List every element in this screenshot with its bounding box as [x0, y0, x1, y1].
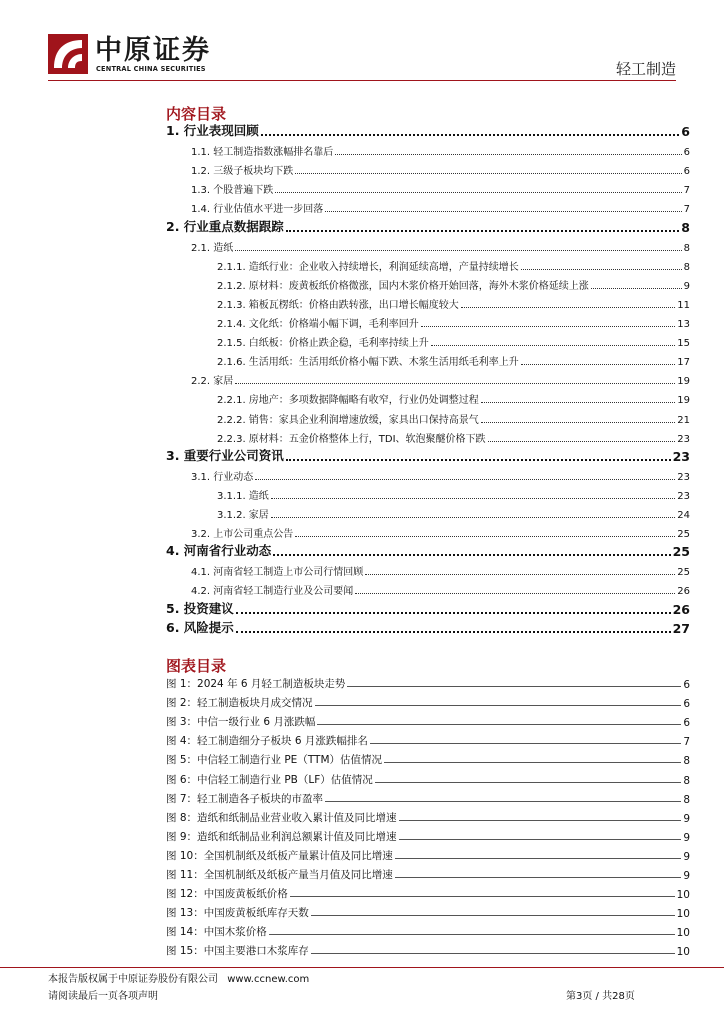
toc-leader-dots	[335, 146, 681, 155]
figure-entry[interactable]	[166, 692, 690, 710]
figure-leader-line	[384, 756, 681, 763]
figure-entry[interactable]	[166, 673, 690, 691]
toc-entry-label: 4.1. 河南省轻工制造上市公司行情回顾	[191, 567, 364, 579]
toc-entry-page: 23	[677, 490, 690, 502]
toc-entry[interactable]	[191, 560, 690, 578]
sector-label: 轻工制造	[615, 60, 676, 78]
toc-entry[interactable]	[191, 522, 690, 540]
toc-entry-page: 7	[683, 185, 690, 197]
toc-entry-page: 8	[683, 242, 690, 254]
figure-entry-page: 9	[683, 850, 690, 863]
figure-entry-page: 10	[676, 908, 690, 921]
figure-leader-line	[311, 947, 675, 954]
toc-leader-dots	[286, 222, 679, 232]
logo-english-name: CENTRAL CHINA SECURITIES	[96, 65, 206, 73]
figure-entry-page: 10	[676, 946, 690, 959]
figure-entry[interactable]	[166, 826, 690, 844]
figure-entry[interactable]	[166, 921, 690, 939]
footer-divider	[0, 967, 724, 968]
toc-leader-dots	[421, 318, 675, 327]
figure-entry-label: 图 1：2024 年 6 月轻工制造板块走势	[166, 678, 346, 690]
toc-entry-label: 2.1.1. 造纸行业：企业收入持续增长，利润延续高增，产量持续增长	[217, 261, 519, 273]
toc-entry-page: 7	[683, 204, 690, 216]
figure-entry-label: 图 14：中国木浆价格	[166, 926, 267, 939]
toc-entry-label: 3. 重要行业公司资讯	[166, 447, 284, 463]
figures-title: 图表目录	[166, 657, 227, 675]
toc-entry[interactable]	[217, 293, 690, 311]
footer-copyright: 本报告版权属于中原证券股份有限公司	[48, 974, 218, 985]
toc-entry[interactable]	[191, 140, 690, 158]
figure-leader-line	[375, 776, 682, 783]
toc-entry[interactable]	[166, 446, 690, 464]
toc-entry-label: 3.1.2. 家居	[217, 510, 269, 521]
toc-leader-dots	[235, 242, 681, 251]
toc-entry-label: 1. 行业表现回顾	[166, 123, 259, 138]
toc-entry-label: 2.1.3. 箱板瓦楞纸：价格由跌转涨，出口增长幅度较大	[217, 299, 459, 311]
figure-leader-line	[399, 833, 682, 840]
figure-leader-line	[395, 852, 682, 859]
toc-entry-label: 2.1.5. 白纸板：价格止跌企稳，毛利率持续上升	[217, 338, 429, 350]
toc-entry-page: 19	[677, 395, 690, 407]
figure-entry-label: 图 7：轻工制造各子板块的市盈率	[166, 792, 324, 805]
toc-entry-page: 6	[683, 147, 690, 159]
toc-entry[interactable]	[217, 331, 690, 349]
figure-leader-line	[317, 718, 681, 725]
toc-entry[interactable]	[217, 503, 690, 521]
toc-entry[interactable]	[217, 388, 690, 406]
toc-entry-label: 4.2. 河南省轻工制造行业及公司要闻	[191, 586, 354, 598]
footer-page-info: 第3页 / 共28页	[566, 991, 635, 1002]
toc-leader-dots	[273, 546, 670, 556]
figure-entry-label: 图 10：全国机制纸及纸板产量累计值及同比增速	[166, 849, 393, 862]
toc-entry-page: 17	[677, 357, 690, 369]
toc-entry-label: 2.2.1. 房地产：多项数据降幅略有收窄，行业仍处调整过程	[217, 395, 479, 407]
figure-entry-label: 图 6：中信轻工制造行业 PB（LF）估值情况	[166, 773, 373, 786]
toc-entry-label: 6. 风险提示	[166, 619, 234, 635]
footer-copyright-line	[48, 970, 309, 985]
toc-leader-dots	[295, 528, 675, 537]
toc-entry[interactable]	[217, 274, 690, 292]
figure-entry-label: 图 13：中国废黄板纸库存天数	[166, 907, 309, 920]
toc-entry[interactable]	[217, 255, 690, 273]
toc-entry-page: 9	[683, 280, 690, 292]
logo-mark-icon	[48, 34, 88, 74]
figure-entry-label: 图 4：轻工制造细分子板块 6 月涨跌幅排名	[166, 735, 368, 748]
figure-entry[interactable]	[166, 711, 690, 729]
toc-entry-label: 2.1.4. 文化纸：价格端小幅下调，毛利率回升	[217, 319, 419, 330]
toc-entry[interactable]	[217, 484, 690, 502]
figure-entry-page: 8	[683, 793, 690, 806]
toc-entry-label: 2.1. 造纸	[191, 242, 234, 254]
toc-entry[interactable]	[217, 408, 690, 426]
toc-entry-label: 2.2. 家居	[191, 376, 234, 388]
toc-entry-page: 23	[672, 448, 690, 464]
figure-leader-line	[315, 699, 682, 706]
figure-leader-line	[290, 890, 675, 897]
page-header	[0, 0, 724, 82]
toc-entry-page: 11	[677, 299, 690, 311]
figure-leader-line	[370, 737, 681, 744]
figure-entry-page: 10	[676, 927, 690, 940]
toc-entry[interactable]	[166, 121, 690, 139]
figure-entry-label: 图 2：轻工制造板块月成交情况	[166, 697, 313, 710]
figure-entry-page: 6	[683, 717, 690, 730]
figure-entry-label: 图 12：中国废黄板纸价格	[166, 888, 288, 901]
toc-title: 内容目录	[166, 105, 227, 123]
footer-disclaimer: 请阅读最后一页各项声明	[48, 991, 158, 1002]
toc-entry-label: 3.1.1. 造纸	[217, 490, 269, 502]
figure-entry-page: 10	[676, 889, 690, 902]
toc-leader-dots	[286, 451, 671, 461]
figure-entry-label: 图 3：中信一级行业 6 月涨跌幅	[166, 716, 316, 729]
toc-leader-dots	[261, 126, 679, 136]
toc-entry-page: 26	[672, 601, 690, 617]
toc-entry-page: 25	[677, 529, 690, 541]
figure-entry[interactable]	[166, 902, 690, 920]
toc-leader-dots	[271, 509, 675, 518]
toc-leader-dots	[481, 394, 675, 403]
toc-entry-label: 1.4. 行业估值水平进一步回落	[191, 204, 324, 216]
company-logo	[48, 34, 238, 74]
toc-leader-dots	[355, 585, 675, 594]
toc-entry-label: 2.1.2. 原材料：废黄板纸价格微涨，国内木浆价格开始回落，海外木浆价格延续上涨	[217, 280, 589, 292]
toc-entry-page: 13	[677, 319, 690, 330]
toc-entry[interactable]	[217, 350, 690, 368]
figure-entry[interactable]	[166, 769, 690, 787]
toc-entry-label: 3.1. 行业动态	[191, 471, 254, 483]
toc-leader-dots	[365, 566, 675, 575]
toc-entry[interactable]	[166, 217, 690, 235]
toc-entry-label: 2.2.2. 销售：家具企业利润增速放缓，家具出口保持高景气	[217, 414, 479, 426]
toc-entry-page: 8	[683, 261, 690, 273]
toc-entry-page: 23	[677, 471, 690, 483]
figure-entry[interactable]	[166, 883, 690, 901]
figure-entry-page: 6	[683, 679, 690, 691]
toc-entry-page: 25	[672, 544, 690, 560]
toc-entry[interactable]	[191, 579, 690, 597]
toc-entry-label: 2.2.3. 原材料：五金价格整体上行，TDI、软泡聚醚价格下跌	[217, 433, 486, 445]
figure-entry[interactable]	[166, 749, 690, 767]
toc-leader-dots	[236, 604, 671, 614]
figure-leader-line	[399, 814, 682, 821]
toc-entry[interactable]	[191, 159, 690, 177]
toc-leader-dots	[521, 356, 675, 365]
figure-entry-label: 图 11：全国机制纸及纸板产量当月值及同比增速	[166, 869, 393, 881]
toc-leader-dots	[271, 490, 675, 499]
toc-entry-label: 1.1. 轻工制造指数涨幅排名靠后	[191, 147, 334, 159]
toc-entry-label: 1.3. 个股普遍下跌	[191, 185, 274, 197]
header-divider	[48, 80, 676, 81]
toc-entry[interactable]	[191, 369, 690, 387]
figure-leader-line	[395, 871, 682, 878]
figure-entry[interactable]	[166, 940, 690, 958]
figure-entry-label: 图 9：造纸和纸制品业利润总额累计值及同比增速	[166, 830, 397, 843]
toc-leader-dots	[325, 203, 681, 212]
figure-leader-line	[311, 909, 675, 916]
toc-leader-dots	[461, 299, 675, 308]
toc-leader-dots	[488, 433, 676, 442]
figure-entry-label: 图 5：中信轻工制造行业 PE（TTM）估值情况	[166, 754, 383, 767]
figure-entry-page: 6	[683, 698, 690, 711]
figure-entry-label: 图 15：中国主要港口木浆库存	[166, 945, 309, 958]
toc-entry[interactable]	[217, 427, 690, 445]
toc-leader-dots	[235, 375, 675, 384]
figure-leader-line	[347, 680, 681, 687]
footer-website[interactable]: www.ccnew.com	[227, 974, 310, 985]
figure-entry-page: 8	[683, 755, 690, 768]
figure-entry-page: 9	[683, 831, 690, 844]
toc-entry-page: 25	[677, 567, 690, 579]
toc-entry-page: 23	[677, 433, 690, 445]
toc-entry-page: 21	[677, 414, 690, 426]
toc-leader-dots	[236, 623, 671, 633]
figure-leader-line	[269, 928, 675, 935]
figure-entry[interactable]	[166, 807, 690, 825]
toc-entry[interactable]	[166, 599, 690, 617]
toc-entry-page: 27	[672, 620, 690, 636]
toc-entry-page: 8	[681, 219, 690, 235]
toc-entry-label: 2. 行业重点数据跟踪	[166, 218, 284, 234]
figure-entry-label: 图 8：造纸和纸制品业营业收入累计值及同比增速	[166, 811, 397, 824]
toc-entry-page: 6	[681, 124, 690, 139]
toc-leader-dots	[295, 165, 681, 174]
figure-entry-page: 9	[683, 870, 690, 882]
toc-entry[interactable]	[191, 236, 690, 254]
toc-entry[interactable]	[191, 197, 690, 215]
figure-entry-page: 8	[683, 774, 690, 787]
figure-entry-page: 7	[683, 736, 690, 749]
toc-entry-page: 24	[677, 510, 690, 521]
figure-leader-line	[325, 795, 681, 802]
logo-chinese-name: 中原证券	[95, 35, 211, 66]
toc-leader-dots	[431, 337, 675, 346]
toc-entry[interactable]	[217, 312, 690, 330]
figure-entry-page: 9	[683, 812, 690, 825]
figure-entry[interactable]	[166, 730, 690, 748]
toc-leader-dots	[255, 471, 675, 480]
figure-entry[interactable]	[166, 788, 690, 806]
toc-entry-label: 1.2. 三级子板块均下跌	[191, 166, 294, 178]
toc-entry-label: 5. 投资建议	[166, 600, 234, 616]
toc-entry-page: 19	[677, 376, 690, 388]
toc-entry-label: 3.2. 上市公司重点公告	[191, 529, 294, 541]
toc-entry-label: 2.1.6. 生活用纸：生活用纸价格小幅下跌、木浆生活用纸毛利率上升	[217, 357, 519, 369]
toc-entry[interactable]	[166, 541, 690, 559]
toc-entry-page: 26	[677, 586, 690, 598]
toc-leader-dots	[481, 414, 675, 423]
toc-entry-page: 15	[677, 338, 690, 350]
toc-entry-label: 4. 河南省行业动态	[166, 543, 272, 559]
toc-leader-dots	[521, 261, 682, 270]
toc-leader-dots	[275, 184, 681, 193]
figure-entry[interactable]	[166, 864, 690, 882]
toc-entry[interactable]	[166, 618, 690, 636]
toc-entry[interactable]	[191, 178, 690, 196]
toc-leader-dots	[591, 280, 682, 289]
toc-entry[interactable]	[191, 465, 690, 483]
toc-entry-page: 6	[683, 166, 690, 178]
figure-entry[interactable]	[166, 845, 690, 863]
